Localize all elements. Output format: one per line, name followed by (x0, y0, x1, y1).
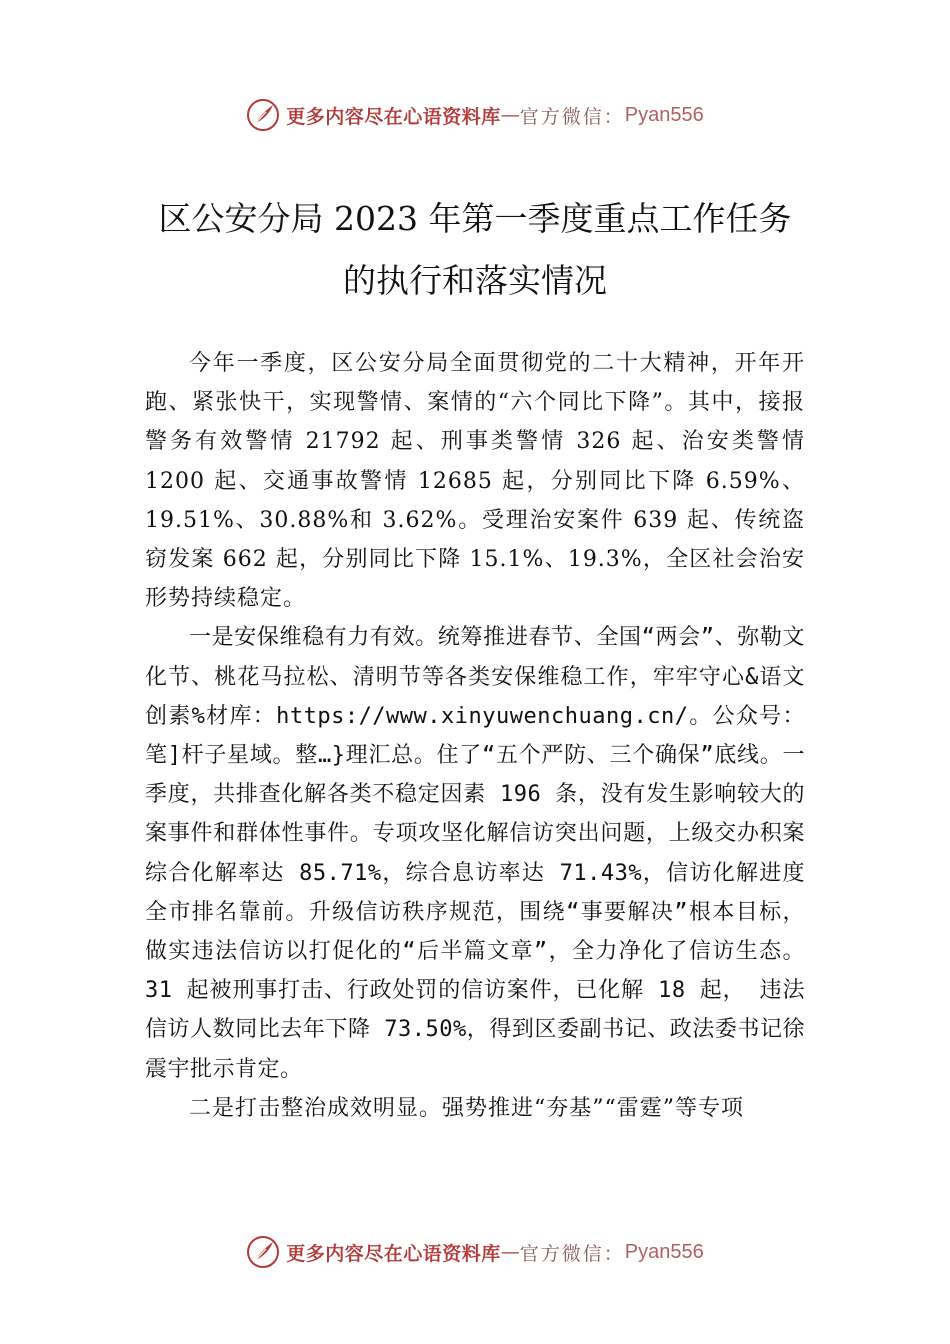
header-watermark (0, 95, 950, 135)
watermark-wechat-id: Pyan556 (624, 1240, 704, 1263)
title-line-1: 区公安分局 2023 年第一季度重点工作任务 (158, 199, 792, 238)
title-line-2: 的执行和落实情况 (343, 261, 607, 300)
document-body (145, 344, 805, 1128)
footer-watermark (0, 1232, 950, 1272)
watermark-separator: — (500, 104, 520, 126)
paragraph-summary: 今年一季度，区公安分局全面贯彻党的二十大精神，开年开跑、紧张快干，实现警情、案情的“六个同比下降”。其中，接报警务有效警情 21792 起、刑事类警情 326 起、治安类警情 1200 起、交通事故警情 12685 起，分别同比下降 6.59%、19.51%、30.88%和 3.62%。受理治安案件 639 起、传统盗窃发案 662 起，分别同比下降 15.1%、19.3%，全区社会治安形势持续稳定。 (145, 351, 805, 612)
watermark-separator: — (500, 1241, 520, 1263)
feather-logo-icon (246, 98, 280, 132)
paragraph-security: 一是安保维稳有力有效。统筹推进春节、全国“两会”、弥勒文化节、桃花马拉松、清明节等各类安保维稳工作，牢牢守心&语文创素%材库：https://www.xinyuwenchuang.cn/。公众号：笔]杆子星域。整…}理汇总。住了“五个严防、三个确保”底线。一季度，共排查化解各类不稳定因素 196 条，没有发生影响较大的案事件和群体性事件。专项攻坚化解信访突出问题，上级交办积案综合化解率达 85.71%，综合息访率达 71.43%，信访化解进度全市排名靠前。升级信访秩序规范，围绕“事要解决”根本目标， 做实违法信访以打促化的“后半篇文章”，全力净化了信访生态。31 起被刑事打击、行政处罚的信访案件，已化解 18 起， 违法信访人数同比去年下降 73.50%，得到区委副书记、政法委书记徐震宇批示肯定。 (145, 625, 805, 1082)
feather-logo-icon (246, 1235, 280, 1269)
paragraph-crackdown: 二是打击整治成效明显。强势推进“夯基”“雷霆”等专项 (189, 1095, 744, 1121)
watermark-wechat-id: Pyan556 (624, 103, 704, 126)
watermark-wechat-label: 官方微信： (519, 1242, 625, 1265)
watermark-brand: 更多内容尽在心语资料库 (286, 105, 501, 128)
watermark-brand: 更多内容尽在心语资料库 (286, 1242, 501, 1265)
watermark-wechat-label: 官方微信： (519, 105, 625, 128)
document-title (100, 188, 850, 312)
